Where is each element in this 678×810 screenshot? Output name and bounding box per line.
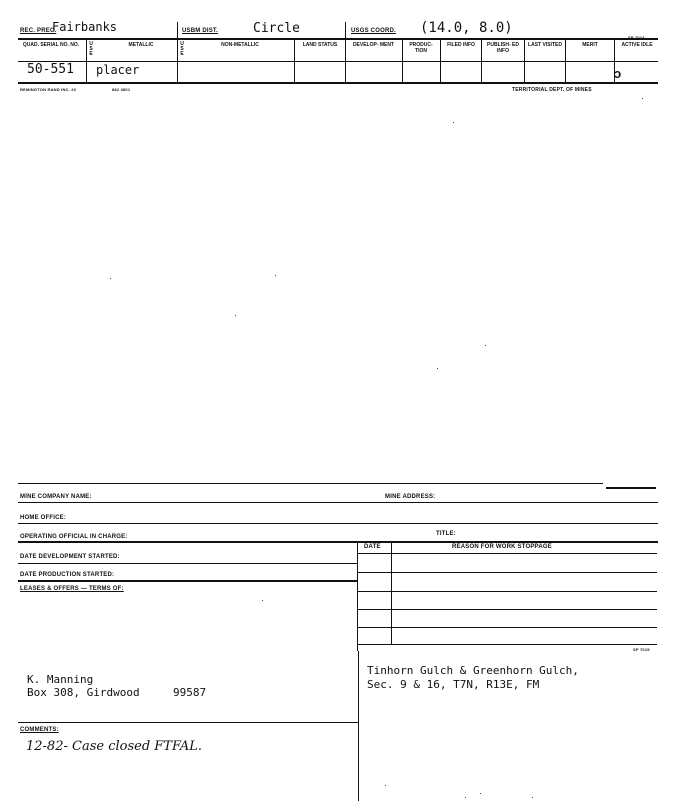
col-use-1: U S E: [89, 41, 93, 57]
location-line-1: Tinhorn Gulch & Greenhorn Gulch,: [367, 664, 579, 677]
department-label: TERRITORIAL DEPT. OF MINES: [512, 87, 592, 93]
comments-label: COMMENTS:: [20, 727, 59, 733]
title-label: TITLE:: [436, 531, 456, 537]
usbm-dist-value: Circle: [253, 21, 300, 36]
comments-top-rule: [18, 722, 358, 723]
header-top-rule: [18, 38, 658, 40]
col-published-info: PUBLISH- ED INFO: [487, 42, 519, 54]
col-merit: MERIT: [582, 42, 598, 48]
grid-rule: [357, 627, 657, 628]
rule: [18, 523, 658, 524]
reason-col-header: REASON FOR WORK STOPPAGE: [452, 544, 552, 550]
col-active-idle: ACTIVE IDLE: [621, 42, 653, 48]
grid-rule: [357, 609, 657, 610]
mine-address-label: MINE ADDRESS:: [385, 494, 436, 500]
col-metallic: METALLIC: [128, 42, 154, 48]
rec-prec-value: Fairbanks: [52, 20, 118, 34]
col-last-visited: LAST VISITED: [528, 42, 562, 48]
printer-label: REMINGTON RAND INC. 20: [20, 87, 77, 92]
grid-rule: [391, 541, 392, 644]
rule: [18, 563, 357, 564]
grid-rule: [357, 572, 657, 573]
location-line-2: Sec. 9 & 16, T7N, R13E, FM: [367, 678, 540, 691]
printer-codes: 882 3801: [112, 87, 131, 92]
date-production-label: DATE PRODUCTION STARTED:: [20, 572, 115, 578]
grid-rule: [357, 541, 358, 651]
contact-zip: 99587: [173, 686, 207, 699]
col-filed-info: FILED INFO: [447, 42, 475, 48]
col-use-2: U S E: [180, 41, 184, 57]
lower-divider: [358, 651, 359, 801]
usgs-coord-value: (14.0, 8.0): [420, 20, 513, 36]
col-rule: [345, 22, 346, 82]
leases-label: LEASES & OFFERS — TERMS OF:: [20, 586, 124, 592]
col-rule: [440, 38, 441, 82]
rule: [18, 502, 658, 503]
col-rule: [565, 38, 566, 82]
date-development-label: DATE DEVELOPMENT STARTED:: [20, 554, 120, 560]
lower-top-rule: [18, 483, 603, 484]
col-rule: [524, 38, 525, 82]
col-non-metallic: NON-METALLIC: [221, 42, 259, 48]
record-metallic: placer: [96, 63, 140, 77]
active-idle-mark-icon: ↄ: [614, 66, 622, 81]
col-rule: [86, 38, 87, 82]
mine-company-label: MINE COMPANY NAME:: [20, 494, 92, 500]
operating-official-label: OPERATING OFFICIAL IN CHARGE:: [20, 534, 128, 540]
grid-rule: [357, 553, 657, 554]
home-office-label: HOME OFFICE:: [20, 515, 67, 521]
col-rule: [294, 38, 295, 82]
contact-address: Box 308, Girdwood: [27, 686, 140, 699]
rule: [18, 541, 658, 543]
rule: [18, 580, 357, 582]
comment-handwritten: 12-82- Case closed FTFAL.: [26, 739, 203, 754]
grid-rule: [357, 644, 657, 645]
lower-top-rule-right: [606, 487, 656, 489]
date-col-header: DATE: [364, 544, 381, 550]
col-rule: [177, 22, 178, 82]
header-mid-rule: [18, 61, 658, 62]
col-rule: [481, 38, 482, 82]
form-code-bottom: SP 7015: [633, 647, 650, 652]
usgs-coord-label: USGS COORD.: [351, 28, 396, 34]
header-bottom-rule: [18, 82, 658, 84]
col-quad-serial: QUAD. SERIAL NO. NO.: [22, 42, 80, 48]
col-land-status: LAND STATUS: [302, 42, 338, 48]
form-code-top: SP 7014: [628, 35, 645, 40]
col-production: PRODUC- TION: [409, 42, 433, 54]
rec-prec-label: REC. PREC.: [20, 28, 57, 34]
grid-rule: [357, 591, 657, 592]
usbm-dist-label: USBM DIST.: [182, 28, 219, 34]
record-serial: 50-551: [27, 62, 74, 77]
contact-name: K. Manning: [27, 673, 94, 686]
col-development: DEVELOP- MENT: [352, 42, 395, 48]
